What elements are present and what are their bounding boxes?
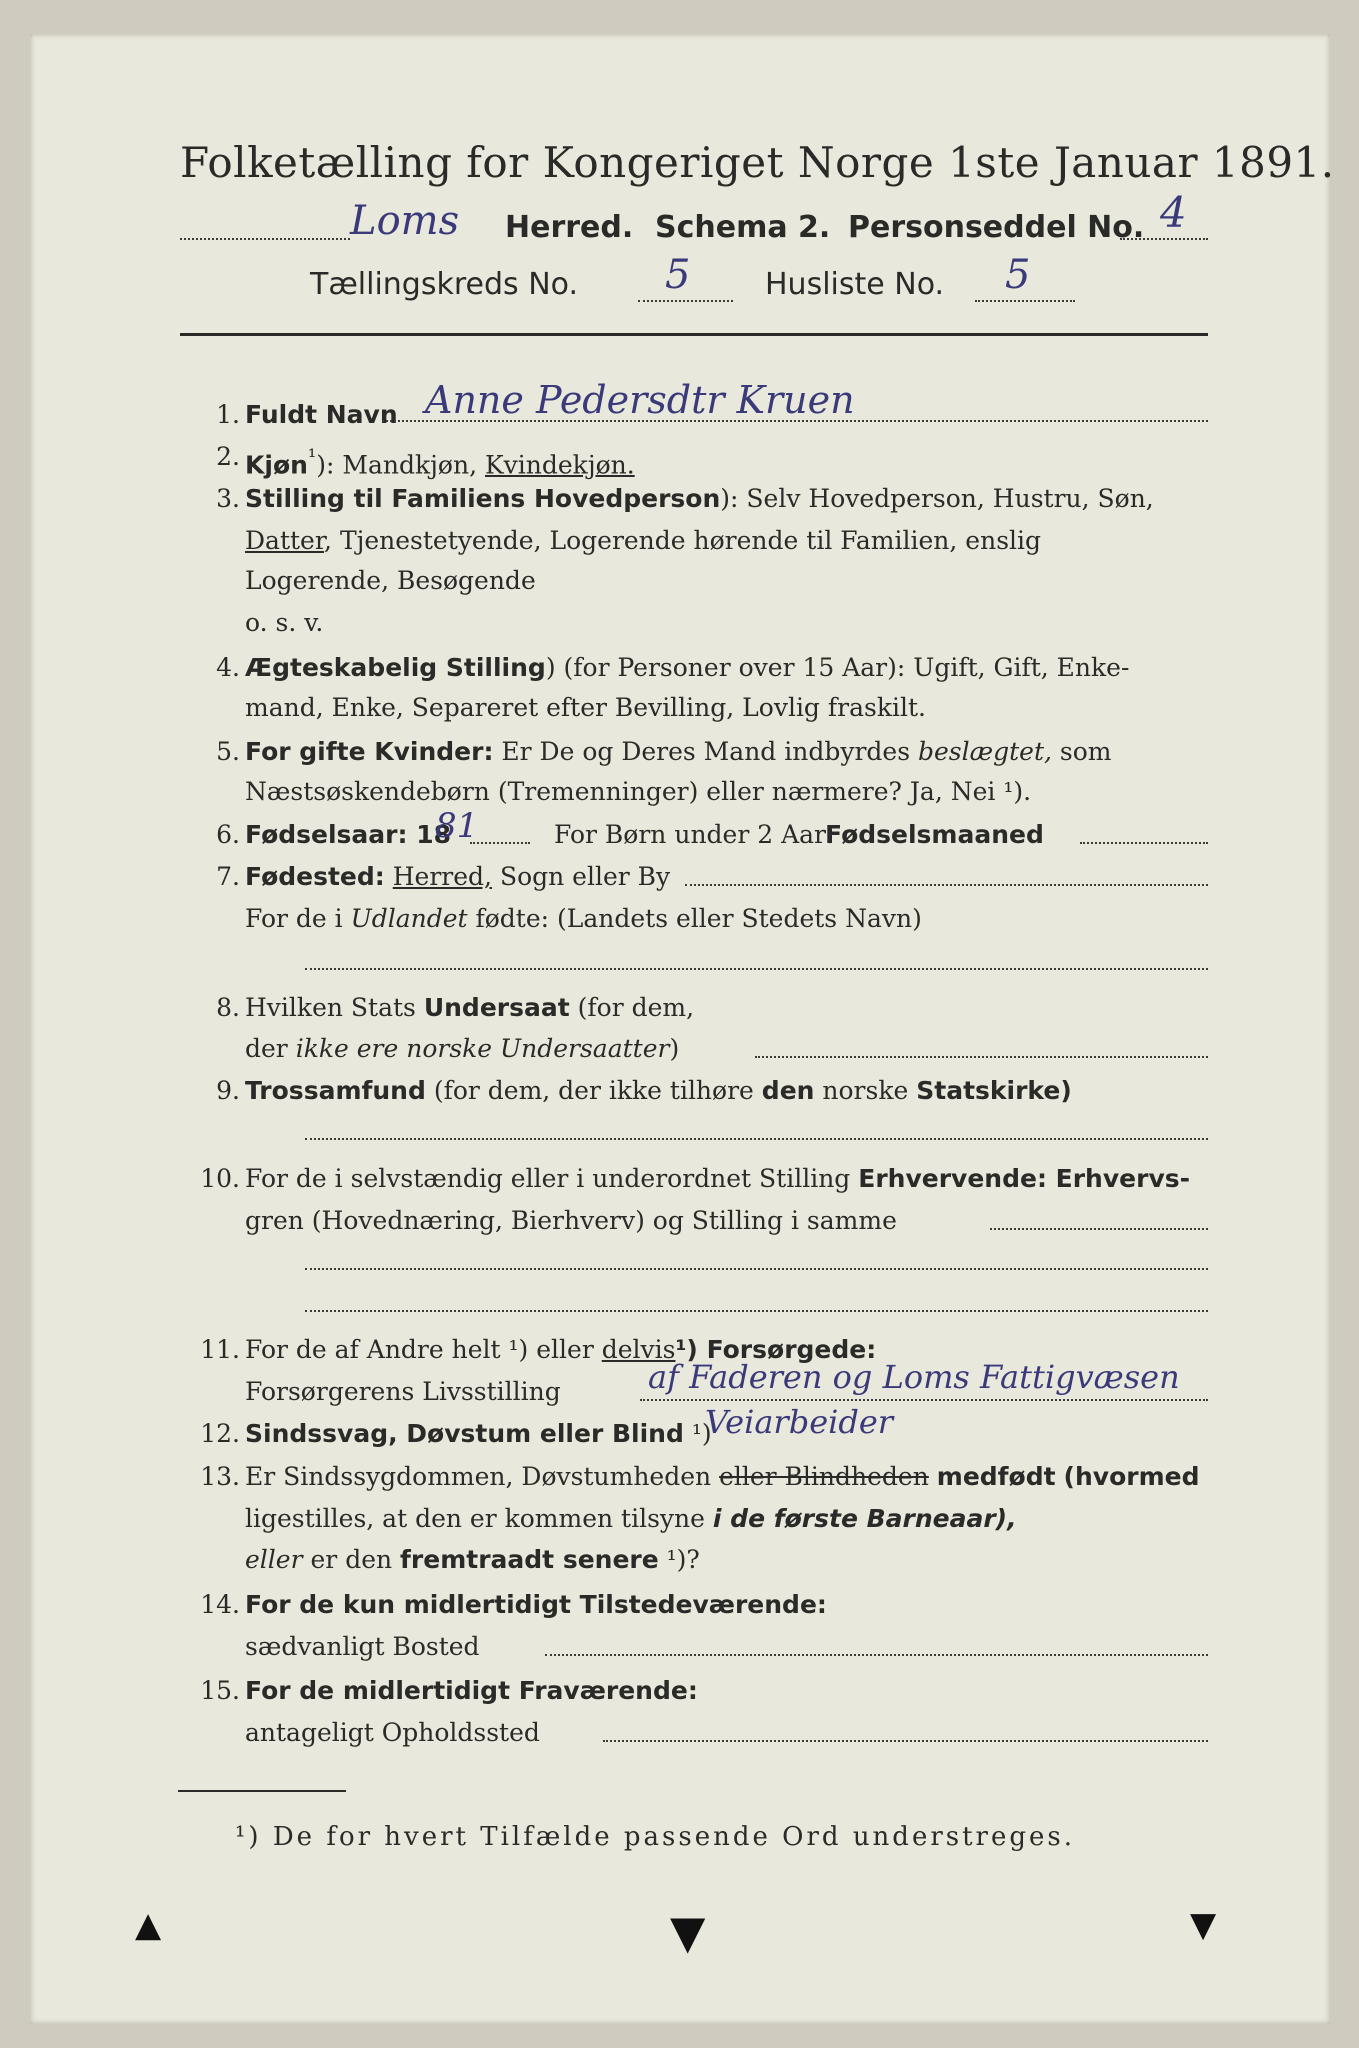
q14-text2: sædvanligt Bosted [245,1632,480,1661]
q4-number: 4. [216,653,240,682]
herred-value: Loms [350,198,460,244]
q7-text: Sogn eller By [499,862,671,891]
q9-dotted-line [305,1138,1208,1140]
q2-label: Kjøn [245,450,308,480]
q13-bold2: fremtraadt senere [400,1545,659,1574]
q13-bold: medfødt [936,1462,1056,1491]
q2-underlined-option: Kvindekjøn. [484,450,635,480]
q15-label: For de midlertidigt Fraværende: [245,1676,698,1705]
q9-bold3: Statskirke) [916,1076,1072,1105]
q12-label: Sindssvag, Døvstum eller Blind [245,1419,684,1448]
q7-dotted-line [685,884,1208,886]
q4-text1: ) (for Personer over 15 Aar): Ugift, Gift, Enke- [545,653,1130,682]
personseddel-dotted-line [1120,238,1208,240]
q12-number: 12. [200,1419,240,1448]
q11-text1: For de af Andre helt ¹) eller [245,1335,594,1364]
q13-italic: i de første Barneaar), [712,1504,1017,1533]
kreds-label: Tællingskreds No. [310,267,578,302]
q11-provider-value: af Faderen og Loms Fattigvæsen [648,1358,1180,1396]
q1-label: Fuldt Navn [245,400,398,429]
q7-dotted-line-2 [305,968,1208,970]
q10-dotted-line [990,1228,1208,1230]
herred-dotted-line [180,238,350,240]
herred-label: Herred. [505,210,634,245]
q6-text: For Børn under 2 Aar: [554,820,835,849]
q5-number: 5. [216,737,240,766]
q13-text3: er den [310,1545,393,1574]
q6-label: Fødselsaar: 18 [245,820,451,849]
corner-mark-right: ▼ [1190,1905,1217,1945]
q13-number: 13. [200,1462,240,1491]
q15-number: 15. [200,1676,240,1705]
q13-text3b: ¹)? [666,1545,700,1574]
q4-label: Ægteskabelig Stilling [245,653,546,682]
q13-text1: Er Sindssygdommen, Døvstumheden [245,1462,712,1491]
q2-text: ): Mandkjøn, [316,450,478,480]
q10-label: Erhvervende: Erhvervs- [858,1164,1190,1193]
q5-label: For gifte Kvinder: [245,737,494,766]
q11-dotted-line [640,1399,1208,1401]
q3-text2: , Tjenestetyende, Logerende hørende til Familien, enslig [324,526,1042,555]
personseddel-label: Personseddel No. [848,210,1145,245]
q1-name-value: Anne Pedersdtr Kruen [425,378,855,422]
q7-number: 7. [216,862,240,891]
q13-text1b: (hvormed [1063,1462,1200,1491]
q11-label: ¹) Forsørgede: [675,1335,877,1364]
q8-text1a: Hvilken Stats [245,993,416,1022]
q6-year-value: 81 [435,806,479,846]
header-rule [180,333,1208,336]
q6-number: 6. [216,820,240,849]
q12-text: ¹) [691,1419,712,1448]
q8-number: 8. [216,993,240,1022]
q7-text2a: For de i [245,904,343,933]
husliste-value: 5 [1005,252,1031,298]
q13-text2a: ligestilles, at den er kommen tilsyne [245,1504,705,1533]
husliste-label: Husliste No. [765,267,945,302]
q11-text2: Forsørgerens Livsstilling [245,1377,561,1406]
q5-italic: beslægtet, [918,737,1052,766]
q1-number: 1. [216,400,240,429]
corner-mark-left: ▲ [135,1905,162,1945]
q6-month-dotted-line [1080,842,1208,844]
q14-label: For de kun midlertidigt Tilstedeværende: [245,1590,827,1619]
q2-sup: ¹ [307,445,317,469]
q6-label2: Fødselsmaaned [825,820,1044,849]
q3-text1: ): Selv Hovedperson, Hustru, Søn, [720,484,1154,513]
q14-dotted-line [545,1654,1208,1656]
q9-text2: norske [822,1076,909,1105]
q8-italic: ikke ere norske Undersaatter [295,1034,670,1063]
q2-number: 2. [216,442,240,471]
husliste-dotted-line [975,300,1075,302]
corner-mark-center: ▼ [670,1905,706,1959]
q9-bold2: den [761,1076,815,1105]
q7-label: Fødested: [245,862,385,891]
q10-text2: gren (Hovednæring, Bierhverv) og Stilling i samme [245,1206,897,1235]
form-title: Folketælling for Kongeriget Norge 1ste Januar 1891. [180,138,1335,187]
schema-label: Schema 2. [655,210,831,245]
q9-text: (for dem, der ikke tilhøre [433,1076,754,1105]
footnote: ¹) De for hvert Tilfælde passende Ord understreges. [235,1822,1076,1852]
q8-dotted-line [755,1056,1208,1058]
q9-label: Trossamfund [245,1076,426,1105]
q14-number: 14. [200,1590,240,1619]
q5-text1b: som [1059,737,1112,766]
q7-text2b: fødte: (Landets eller Stedets Navn) [475,904,922,933]
q10-number: 10. [200,1164,240,1193]
kreds-value: 5 [665,252,691,298]
q10-dotted-line-3 [305,1310,1208,1312]
q13-italic2: eller [245,1545,303,1574]
q8-text1b: (for dem, [577,993,695,1022]
q7-underlined-option: Herred, [392,862,492,891]
q8-text2a: der [245,1034,288,1063]
personseddel-value: 4 [1160,188,1187,237]
q6-year-dotted-line [470,842,530,844]
q11-number: 11. [200,1335,240,1364]
q8-label: Undersaat [423,993,570,1022]
q15-text2: antageligt Opholdssted [245,1718,540,1747]
q5-text2: Næstsøskendebørn (Tremenninger) eller nærmere? Ja, Nei ¹). [245,777,1032,806]
q7-italic: Udlandet [350,904,468,933]
q3-label: Stilling til Familiens Hovedperson [245,484,721,513]
q10-dotted-line-2 [305,1268,1208,1270]
q9-number: 9. [216,1076,240,1105]
kreds-dotted-line [638,300,733,302]
q3-text3: Logerende, Besøgende [245,566,536,595]
q11-underlined-option: delvis [601,1335,676,1364]
footnote-rule [178,1790,346,1792]
q12-occupation-value: Veiarbeider [705,1403,894,1441]
q15-dotted-line [603,1740,1208,1742]
q13-struck-text: eller Blindheden [719,1462,929,1491]
q3-underlined-option: Datter [245,526,325,555]
q10-text1: For de i selvstændig eller i underordnet Stilling [245,1164,851,1193]
q5-text1: Er De og Deres Mand indbyrdes [501,737,911,766]
q3-text4: o. s. v. [245,608,324,637]
q3-number: 3. [216,484,240,513]
q4-text2: mand, Enke, Separeret efter Bevilling, Lovlig fraskilt. [245,693,926,722]
